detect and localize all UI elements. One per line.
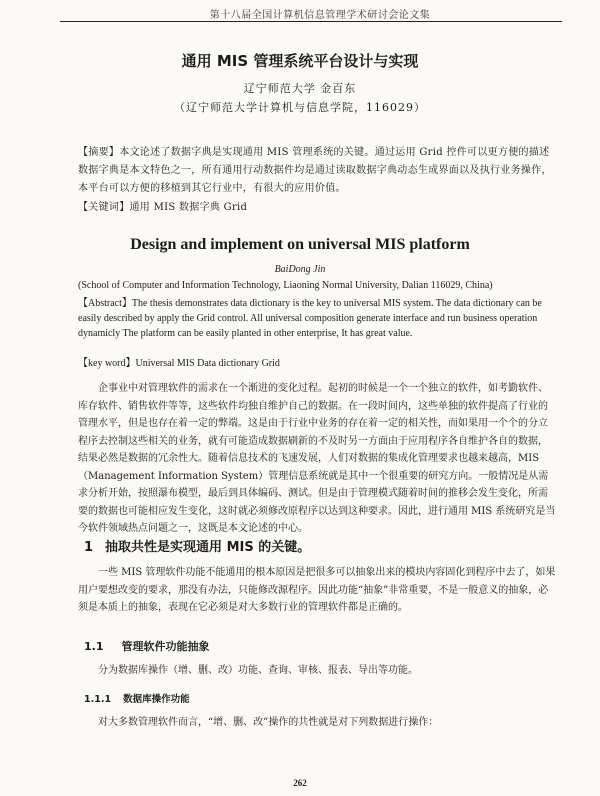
section-1-1-heading xyxy=(84,638,210,654)
section-title: 数据库操作功能 xyxy=(123,694,190,705)
cn-affiliation: （辽宁师范大学计算机与信息学院，116029） xyxy=(174,101,426,114)
section-title: 抽取共性是实现通用 MIS 的关键。 xyxy=(105,540,311,555)
section-1-paragraph: 一些 MIS 管理软件功能不能通用的根本原因是把很多可以抽象出来的模块内容固化到程序中去了，如果用户要想改变的要求，那没有办法，只能修改源程序。因此功能“抽象”非常重要，不是一般意义的抽象，必须是本质上的抽象，表现在它必须是对大多数行业的管理软件都是正确的。 xyxy=(78,567,556,613)
section-number: 1 xyxy=(84,540,94,555)
en-keywords: 【key word】Universal MIS Data dictionary Grid xyxy=(78,358,280,369)
page-number: 262 xyxy=(293,778,307,788)
en-affiliation: (School of Computer and Information Technology, Liaoning Normal University, Dalian 116029, China) xyxy=(78,280,493,291)
section-1-1-paragraph: 分为数据库操作（增、删、改）功能、查询、审核、报表、导出等功能。 xyxy=(98,665,418,676)
en-abstract: 【Abstract】The thesis demonstrates data dictionary is the key to universal MIS system. The data dictionary can be easily described by apply the Grid control. All universal composition generate interface and run business operation dynamicly The platform can be easily planted in other enterprise, It has great value. xyxy=(78,298,542,339)
intro-paragraph: 企事业中对管理软件的需求在一个渐进的变化过程。起初的时候是一个一个独立的软件，如考勤软件、库存软件、销售软件等等，这些软件均独自维护自己的数据。在一段时间内，这些单独的软件提高了行业的管理水平，但是也存在着一定的弊端。这是由于行业中业务的存在着一定的相关性，而如果用一个个的分立程序去控制这些相关的业务，就有可能造成数据刷新的不及时另一方面由于应用程序各自维护各自的数据，结果必然是数据的冗余性大。随着信息技术的飞速发展，人们对数据的集成化管理要求也越来越高，MIS（Management Information System）管理信息系统就是其中一个很重要的研究方向。一般情况是从需求分析开始，按照瀑布模型，最后到具体编码、测试。但是由于管理模式随着时间的推移会发生变化，所需要的数据也可能相应发生变化，这时就必须修改原程序以达到这种要求。因此，进行通用 MIS 系统研究是当今软件领域热点问题之一，这既是本文论述的中心。 xyxy=(78,383,556,534)
en-author: BaiDong Jin xyxy=(274,264,326,275)
section-title: 管理软件功能抽象 xyxy=(121,640,210,653)
cn-keywords: 【关键词】通用 MIS 数据字典 Grid xyxy=(78,202,248,213)
cn-title: 通用 MIS 管理系统平台设计与实现 xyxy=(181,52,419,70)
cn-abstract: 【摘要】本文论述了数据字典是实现通用 MIS 管理系统的关键。通过运用 Grid 控件可以更方便的描述数据字典是本文特色之一，所有通用行动数据件均是通过读取数据字典动态生成界面以及执行业务操作，本平台可以方便的移植到其它行业中，有很大的应用价值。 xyxy=(78,147,552,194)
header-rule xyxy=(60,21,562,22)
en-title: Design and implement on universal MIS platform xyxy=(130,236,470,253)
section-number: 1.1.1 xyxy=(84,694,112,705)
cn-author: 辽宁师范大学 金百东 xyxy=(243,82,357,95)
section-1-heading xyxy=(84,536,310,555)
running-head: 第十八届全国计算机信息管理学术研讨会论文集 xyxy=(209,10,431,21)
section-1-1-1-paragraph: 对大多数管理软件而言，“增、删、改”操作的共性就是对下列数据进行操作： xyxy=(98,717,439,728)
section-1-1-1-heading xyxy=(84,691,190,705)
section-number: 1.1 xyxy=(84,640,104,653)
